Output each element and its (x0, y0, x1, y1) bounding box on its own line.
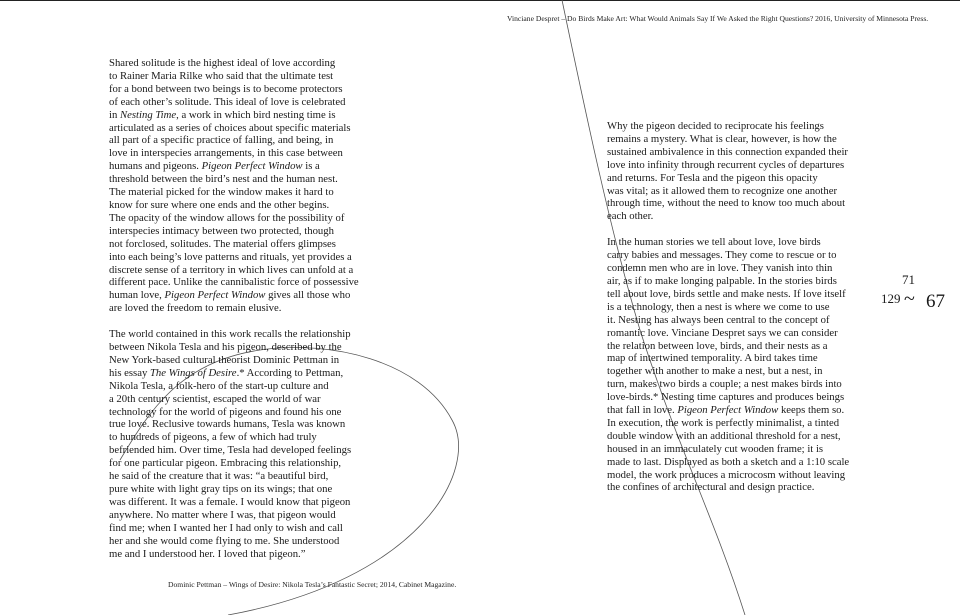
text-line: In the human stories we tell about love, love birds (607, 236, 821, 249)
text-line: turn, makes two birds a couple; a nest makes birds into (607, 378, 842, 391)
text-line: it. Nesting has always been central to the concept of (607, 313, 830, 326)
text-line: his essay The Wings of Desire.* According to Pettman, (109, 366, 344, 379)
text-line: befriended him. Over time, Tesla had developed feelings (109, 444, 352, 457)
text-line: In execution, the work is perfectly minimalist, a tinted (607, 416, 840, 429)
text-line: anywhere. No matter where I was, that pigeon would (109, 508, 336, 521)
text-line: made to last. Displayed as both a sketch and a 1:10 scale (607, 455, 850, 468)
text-line: interspecies intimacy between two protected, though (109, 224, 334, 237)
text-line: Why the pigeon decided to reciprocate his feelings (607, 120, 824, 132)
left-paragraph-2 (109, 328, 381, 560)
text-line: for a bond between two beings is to become protectors (109, 82, 343, 95)
page-total: 67 (926, 291, 945, 312)
text-line: not forclosed, solitudes. The material offers glimpses (109, 237, 336, 250)
text-line: humans and pigeons. Pigeon Perfect Window is a (109, 160, 320, 173)
text-line: love-birds.* Nesting time captures and produces beings (607, 391, 845, 404)
left-paragraph-1 (109, 57, 381, 315)
italic-title: Pigeon Perfect Window (677, 404, 779, 417)
text-line: find me; when I wanted her I had only to wish and call (109, 521, 343, 534)
text-line: romantic love. Vinciane Despret says we can consider (607, 326, 838, 339)
text-line: tell about love, birds settle and make nests. If love itself (607, 287, 846, 300)
right-paragraph-2 (607, 236, 857, 494)
text-line: human love, Pigeon Perfect Window gives all those who (109, 289, 351, 302)
text-line: was vital; as it allowed them to recognize one another (607, 184, 838, 197)
text-line: The opacity of the window allows for the possibility of (109, 211, 345, 224)
text-line: to Rainer Maria Rilke who said that the ultimate test (109, 69, 334, 82)
text-line: double window with an additional threshold for a nest, (607, 429, 841, 442)
top-border (0, 0, 960, 1)
text-line: map of intertwined temporality. A bird takes time (607, 352, 818, 365)
page-separator: ~ (904, 288, 915, 310)
text-line: was different. It was a female. I would know that pigeon (109, 495, 351, 508)
left-text-column (109, 57, 381, 560)
text-line: into each being’s love patterns and rituals, yet provides a (109, 250, 352, 263)
text-line: carry babies and messages. They come to rescue or to (607, 249, 837, 262)
page-number-left: 129 (881, 291, 901, 306)
text-line: he said of the creature that it was: “a beautiful bird, (109, 470, 329, 483)
text-line: me and I understood her. I loved that pigeon.” (109, 547, 306, 560)
text-line: love in interspecies arrangements, in this case between (109, 147, 343, 160)
text-line: a 20th century scientist, escaped the world of war (109, 392, 321, 405)
text-line: articulated as a series of choices about specific materials (109, 121, 351, 134)
text-line: housed in an immaculately cut wooden frame; it is (607, 442, 824, 455)
text-line: The world contained in this work recalls the relationship (109, 328, 351, 341)
text-line: threshold between the bird’s nest and the human nest. (109, 173, 338, 186)
italic-title: Pigeon Perfect Window (164, 289, 266, 302)
text-line: different pace. Unlike the cannibalistic force of possessive (109, 276, 359, 289)
text-line: model, the work produces a microcosm without leaving (607, 468, 846, 481)
text-line: through time, without the need to know too much about (607, 197, 846, 210)
text-line: to hundreds of pigeons, a few of which had truly (109, 431, 317, 444)
italic-title: Pigeon Perfect Window (201, 160, 303, 173)
page-number-right: 71 (902, 272, 915, 287)
text-line: that fall in love. Pigeon Perfect Window keeps them so. (607, 404, 845, 417)
text-line: her and she would come flying to me. She understood (109, 534, 340, 547)
text-line: and returns. For Tesla and the pigeon this opacity (607, 171, 818, 184)
text-line: sustained ambivalence in this connection expanded their (607, 145, 848, 158)
italic-title: Nesting Time (120, 108, 177, 121)
paragraph-gap (607, 223, 857, 236)
italic-title: The Wings of Desire (149, 366, 237, 379)
text-line: New York-based cultural theorist Dominic Pettman in (109, 353, 340, 366)
text-line: are loved the freedom to remain elusive. (109, 302, 282, 315)
header-citation: Vinciane Despret – Do Birds Make Art: What Would Animals Say If We Asked the Right Questions? 2016, University of Minnesota Press. (507, 14, 929, 23)
text-line: each other. (607, 210, 654, 223)
text-line: for one particular pigeon. Embracing this relationship, (109, 457, 342, 470)
text-line: The material picked for the window makes it hard to (109, 186, 334, 199)
text-line: love into infinity through recurrent cycles of departures (607, 158, 845, 171)
right-paragraph-1 (607, 120, 857, 223)
text-line: condemn men who are in love. They vanish into thin (607, 262, 833, 275)
text-line: is a technology, then a nest is where we come to use (607, 300, 830, 313)
text-line: Nikola Tesla, a folk-hero of the start-up culture and (109, 379, 329, 392)
text-line: Shared solitude is the highest ideal of love according (109, 57, 336, 69)
paragraph-gap (109, 315, 381, 328)
footer-citation: Dominic Pettman – Wings of Desire: Nikola Tesla’s Fantastic Secret; 2014, Cabinet Magazine. (168, 580, 457, 589)
text-line: together with another to make a nest, but a nest, in (607, 365, 823, 378)
text-line: discrete sense of a territory in which lives can unfold at a (109, 263, 354, 276)
text-line: the relation between love, birds, and their nests as a (607, 339, 828, 352)
text-line: in Nesting Time, a work in which bird nesting time is (109, 108, 336, 121)
text-line: know for sure where one ends and the other begins. (109, 198, 330, 211)
text-line: all part of a specific practice of falling, and being, in (109, 134, 334, 147)
right-text-column (607, 120, 857, 494)
text-line: remains a mystery. What is clear, however, is how the (607, 132, 837, 145)
text-line: the confines of architectural and design practice. (607, 481, 815, 494)
text-line: of each other’s solitude. This ideal of love is celebrated (109, 95, 346, 108)
text-line: air, as if to make longing palpable. In the stories birds (607, 274, 837, 287)
text-line: true love. Reclusive towards humans, Tesla was known (109, 418, 346, 431)
text-line: between Nikola Tesla and his pigeon, described by the (109, 341, 342, 354)
text-line: pure white with light gray tips on its wings; that one (109, 483, 333, 495)
text-line: technology for the world of pigeons and found his one (109, 405, 342, 418)
